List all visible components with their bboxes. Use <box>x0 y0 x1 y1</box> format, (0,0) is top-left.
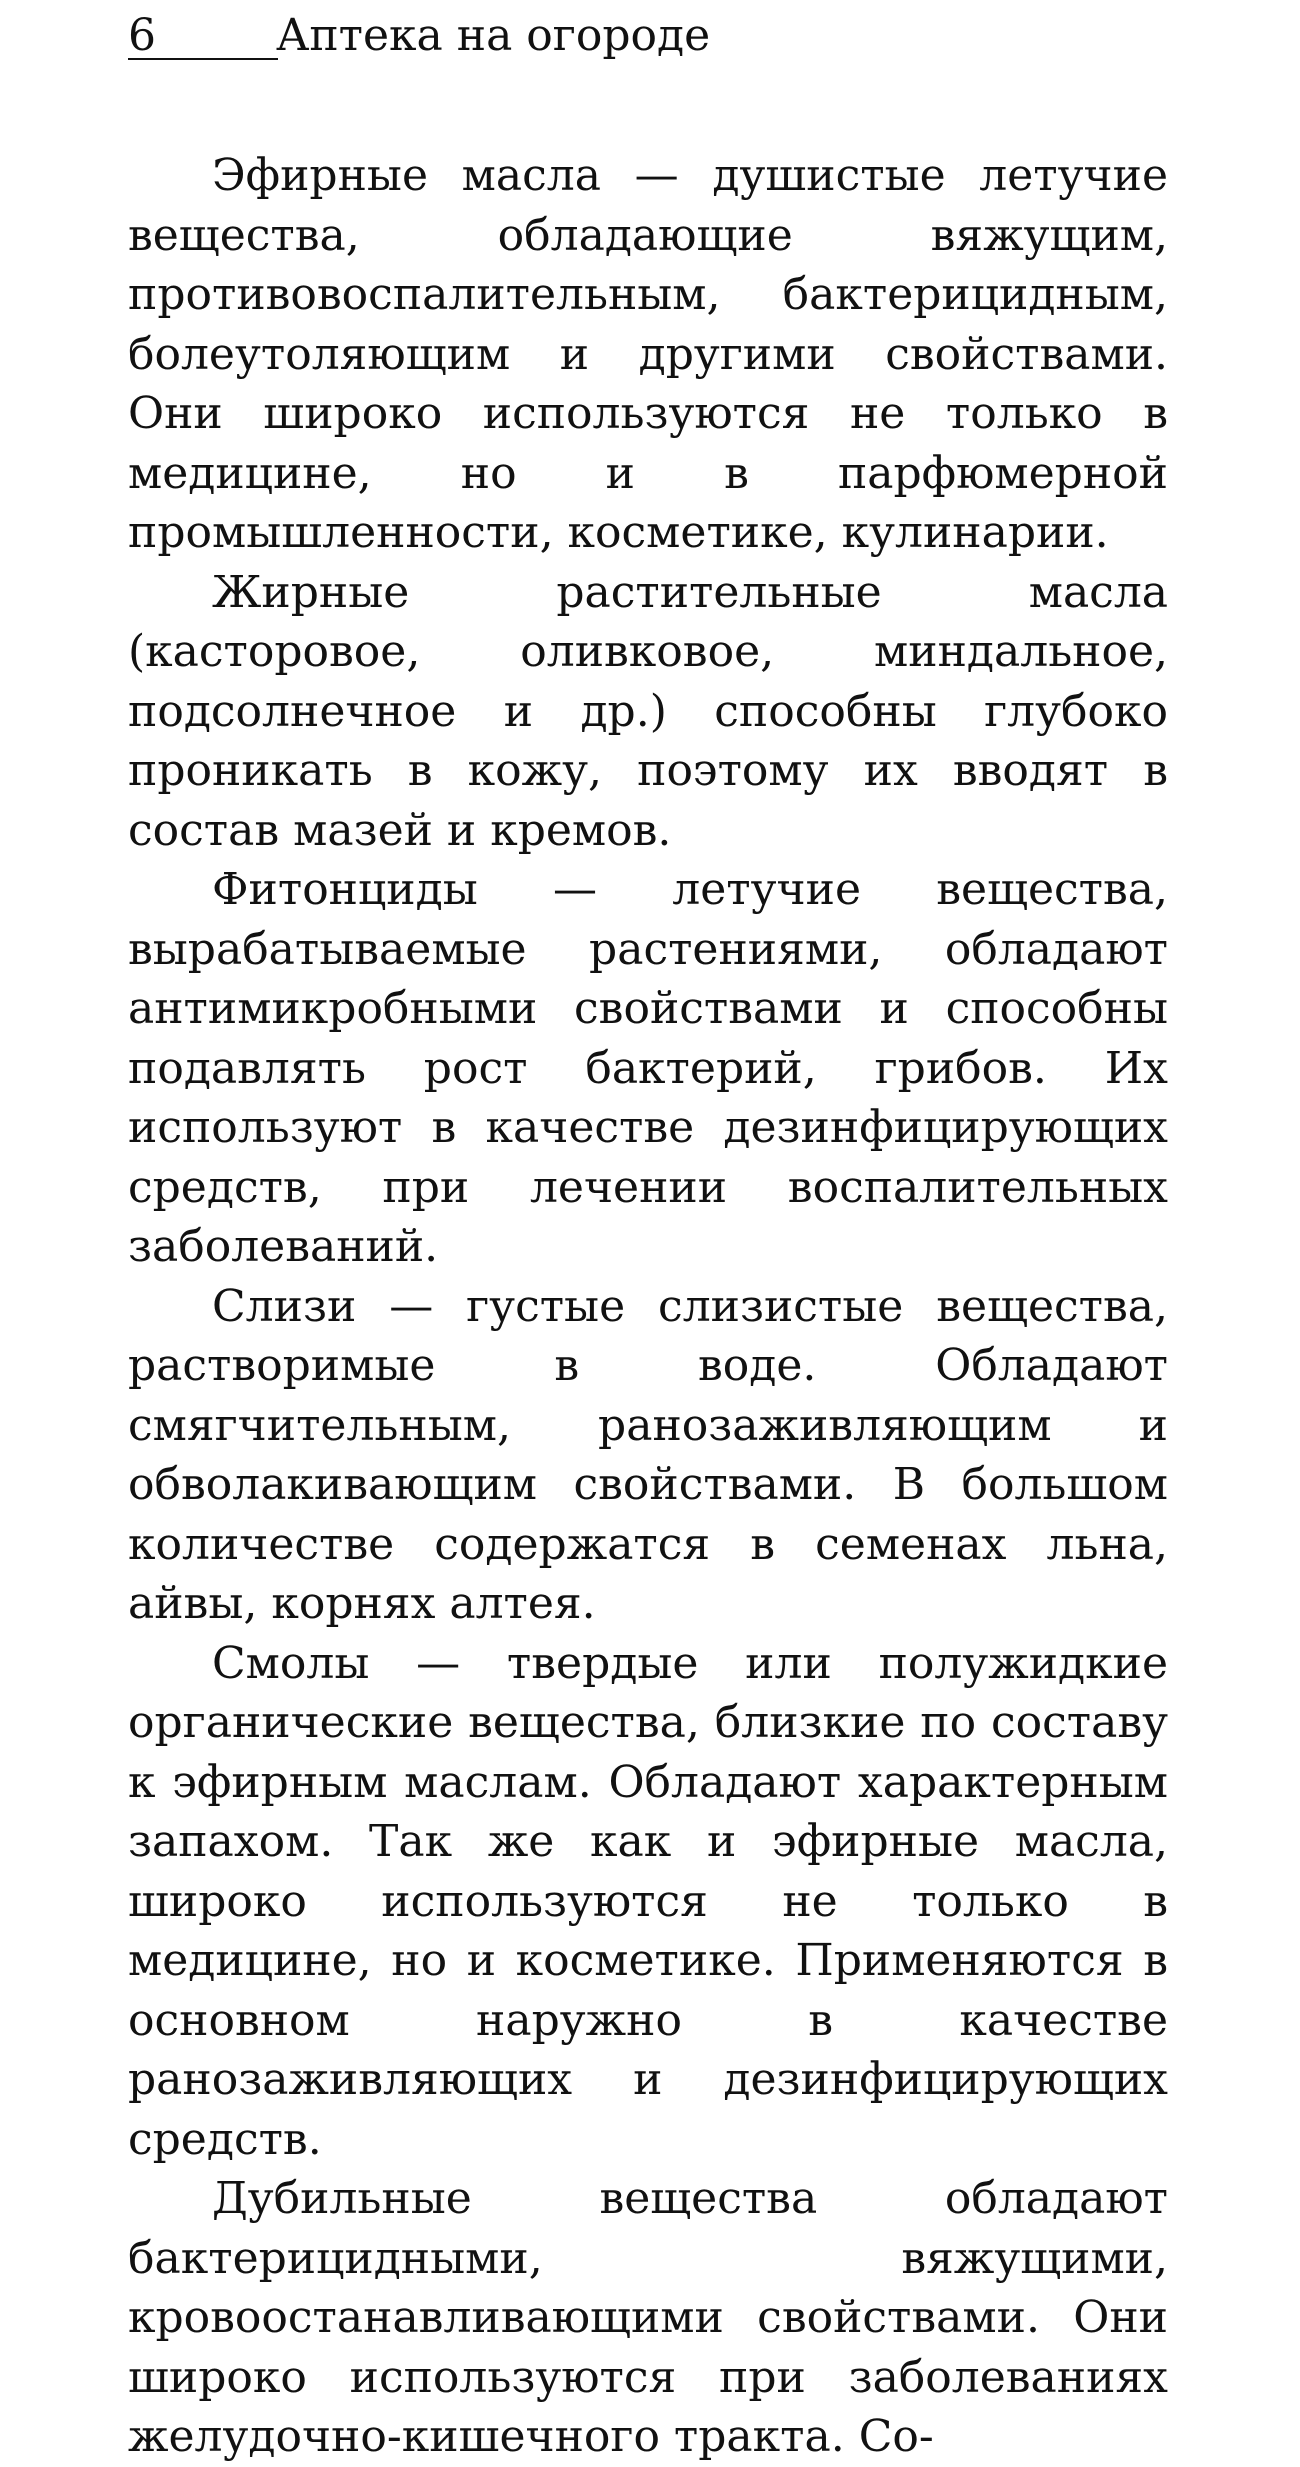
paragraph-phytoncides: Фитонциды — летучие вещества, вырабатываемые растениями, обладают антимикробными свойствами и способны подавлять рост бактерий, грибов. Их используют в качестве дезинфицирующих средств, при лечении воспалительных заболеваний. <box>128 864 1168 1272</box>
book-title: Аптека на огороде <box>276 10 711 61</box>
running-head <box>128 6 1178 66</box>
paragraph-resins: Смолы — твердые или полужидкие органические вещества, близкие по составу к эфирным маслам. Обладают характерным запахом. Так же как и эфирные масла, широко используются не только в медицине, но и косметике. Применяются в основном наружно в качестве ранозаживляющих и дезинфицирующих средств. <box>128 1637 1168 2165</box>
paragraph-essential-oils: Эфирные масла — душистые летучие вещества, обладающие вяжущим, противовоспалительным, бактерицидным, болеутоляющим и другими свойствами. Они широко используются не только в медицине, но и в парфюмерной промышленности, косметике, кулинарии. <box>128 150 1168 558</box>
paragraph-mucilages: Слизи — густые слизистые вещества, растворимые в воде. Обладают смягчительным, ранозаживляющим и обволакивающим свойствами. В большом количестве содержатся в семенах льна, айвы, корнях алтея. <box>128 1280 1168 1629</box>
page-number: 6 <box>128 10 156 61</box>
header-rule <box>128 58 278 60</box>
paragraph-tannins: Дубильные вещества обладают бактерицидными, вяжущими, кровоостанавливающими свойствами. Они широко используются при заболеваниях желудочно-кишечного тракта. Со- <box>128 2173 1168 2462</box>
paragraph-fatty-oils: Жирные растительные масла (касторовое, оливковое, миндальное, подсолнечное и др.) способны глубоко проникать в кожу, поэтому их вводят в состав мазей и кремов. <box>128 566 1168 856</box>
body-text <box>128 146 1168 2467</box>
